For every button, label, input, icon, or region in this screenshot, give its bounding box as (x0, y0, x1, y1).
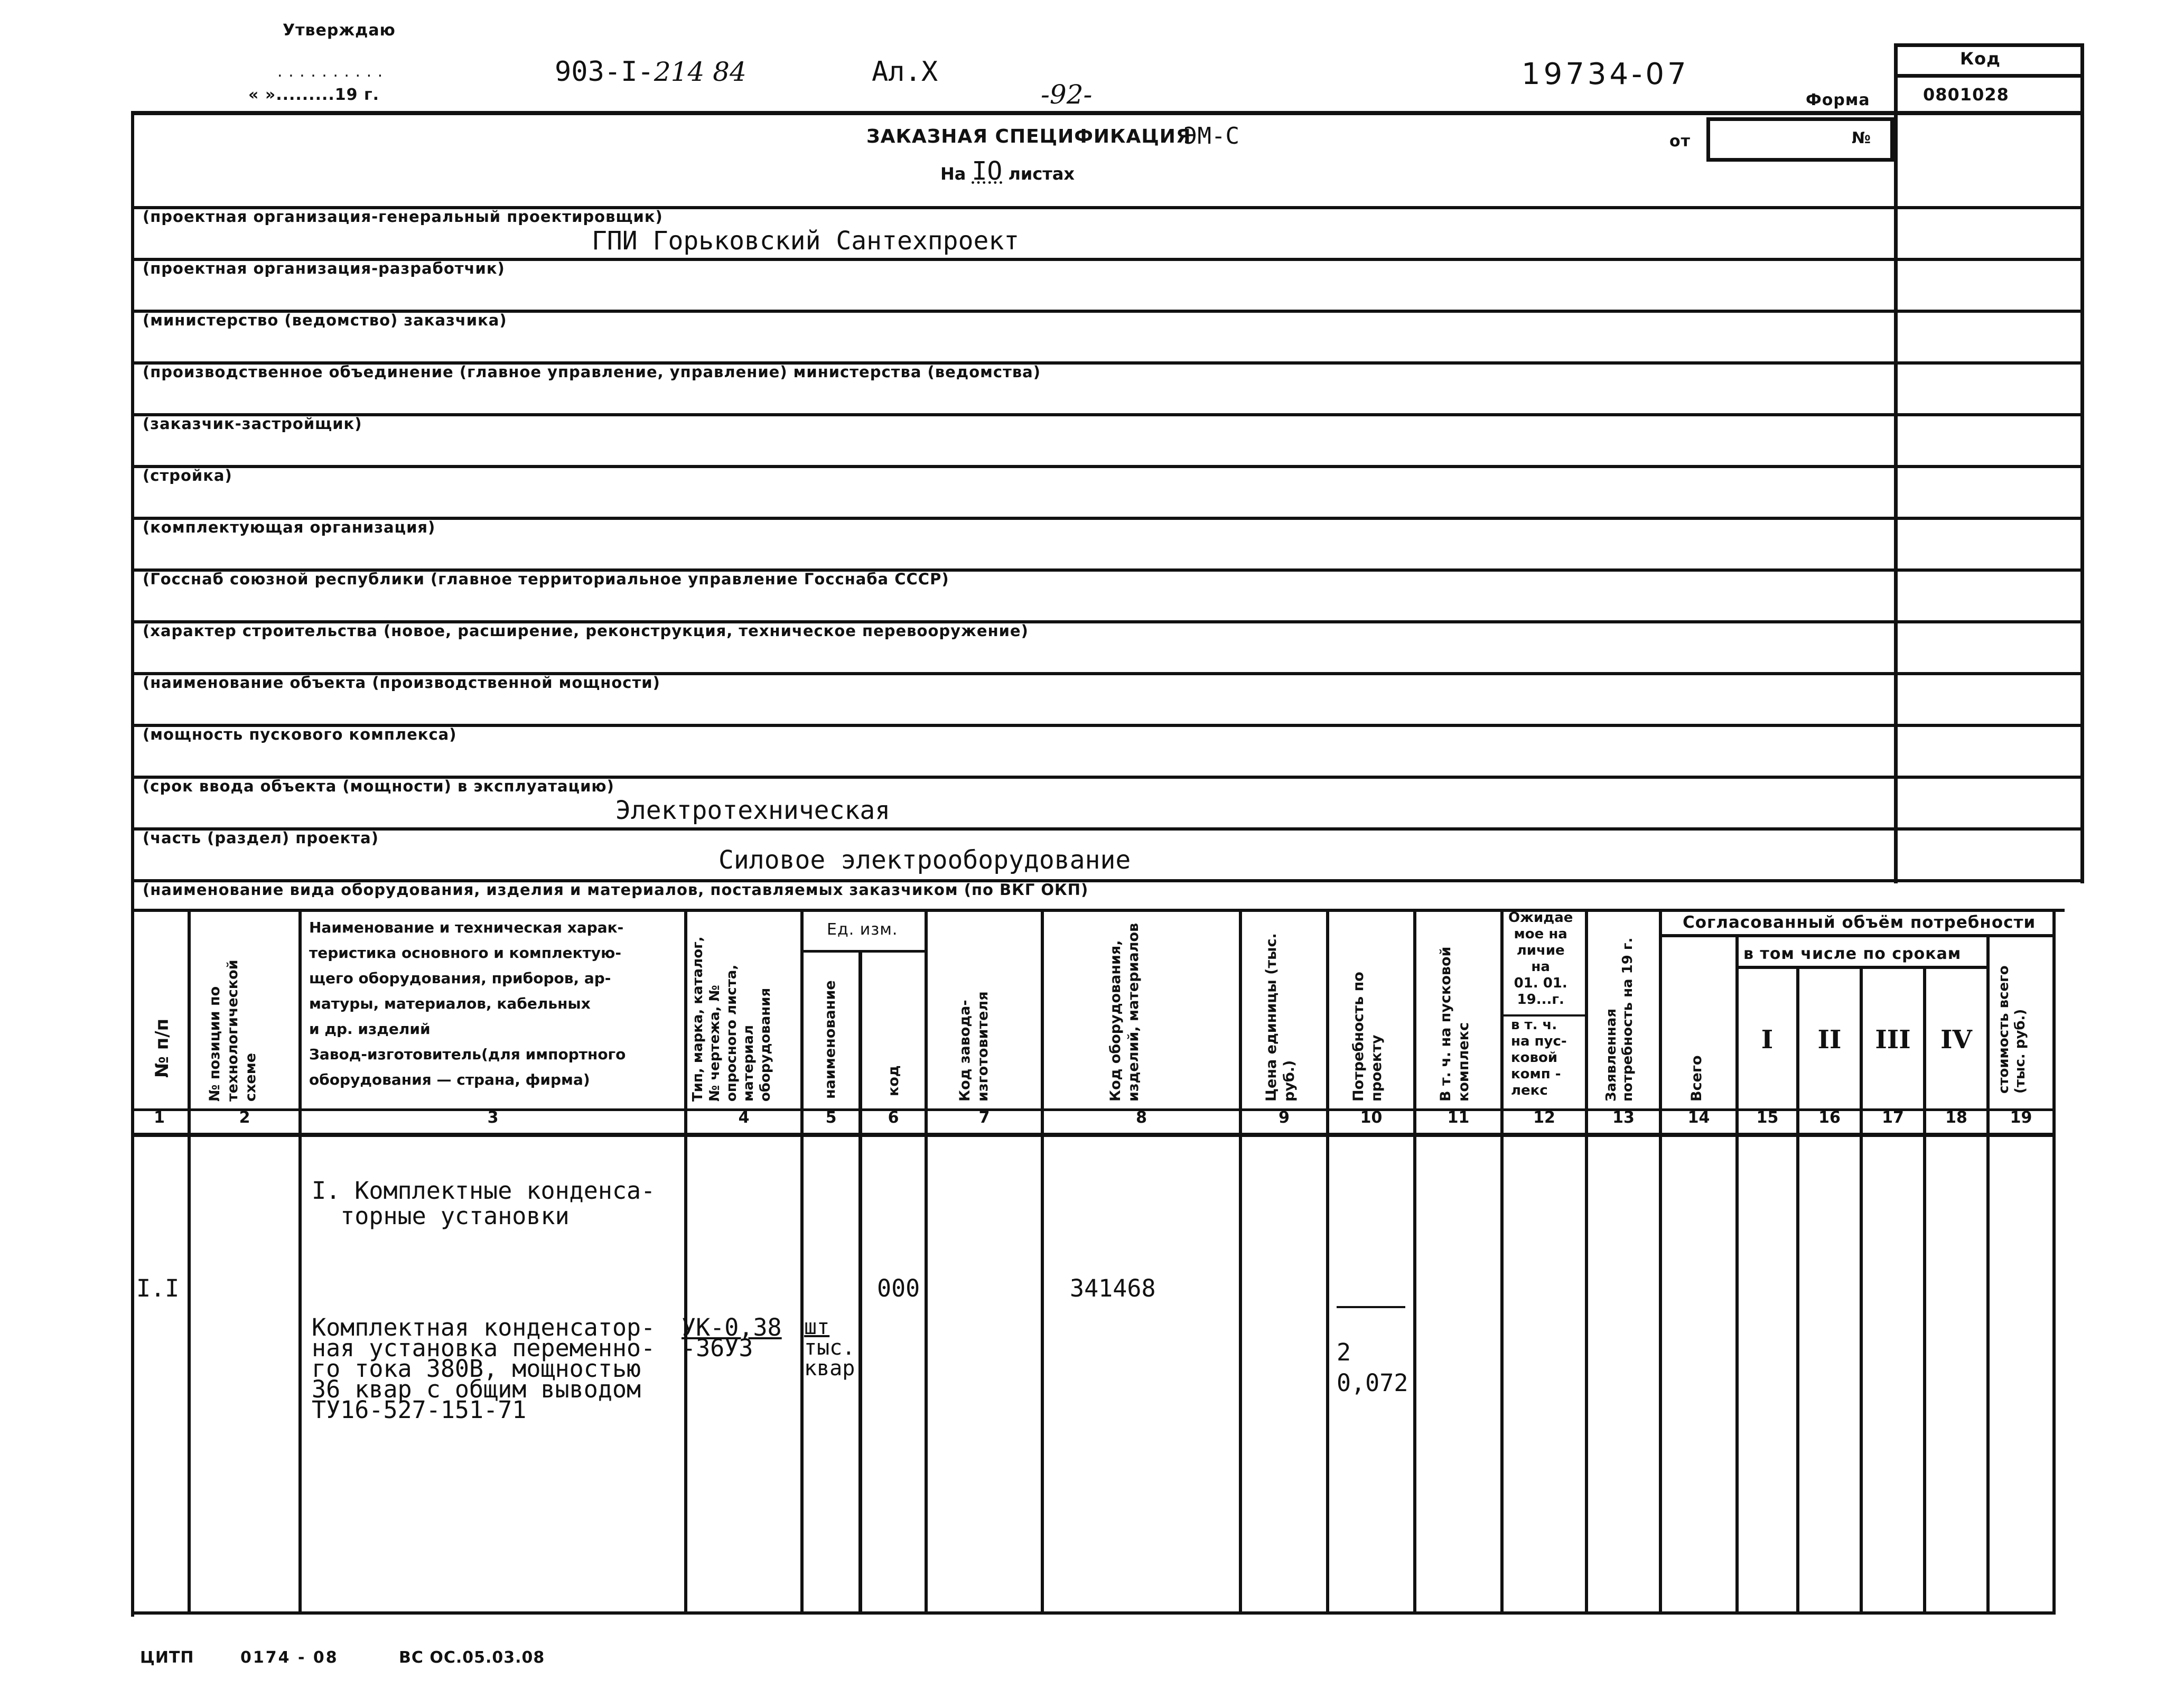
footer-code-1: 0174 - 08 (240, 1648, 339, 1667)
col-number-16: 16 (1818, 1108, 1841, 1127)
col-header-equipment-code: Код оборудования, изделий, материалов (1107, 922, 1142, 1102)
col-number-2: 2 (239, 1108, 250, 1127)
col-header-project-need: Потребность по проекту (1350, 972, 1385, 1102)
col-number-5: 5 (825, 1108, 837, 1127)
field-label-ministry: (министерство (ведомство) заказчика) (143, 311, 507, 329)
project-code: 903-I-214 84 (555, 56, 746, 88)
approval-date: « ».........19 г. (248, 86, 380, 104)
row-need-fraction-line (1337, 1306, 1405, 1308)
row-unit-name: шт тыс. квар (804, 1315, 855, 1381)
document-number: 19734-07 (1522, 57, 1690, 91)
approval-signature-line: . . . . . . . . . . (277, 62, 384, 81)
col-header-by-terms: в том числе по срокам (1743, 945, 1962, 963)
row-description: Комплектная конденсатор- ная установка переменно- го тока 380В, мощностью 36 квар с общим выводом ТУ16-527-151-71 (312, 1313, 656, 1424)
field-label-object-name: (наименование объекта (производственной мощности) (143, 674, 660, 692)
col-header-q4: IV (1940, 1025, 1972, 1055)
field-label-complex-capacity: (мощность пускового комплекса) (143, 725, 457, 743)
col-header-agreed-volume: Согласованный объём потребности (1683, 913, 2036, 932)
col-number-7: 7 (978, 1108, 990, 1127)
col-header-manufacturer-code: Код завода-изготовителя (957, 991, 991, 1102)
form-label: Форма (1806, 91, 1870, 109)
col-header-position: № позиции по технологической схеме (207, 959, 259, 1102)
col-number-19: 19 (2010, 1108, 2032, 1127)
col-header-type: Тип, марка, каталог, № чертежа, № опросного листа, материал оборудования (690, 936, 773, 1102)
field-label-construction-type: (характер строительства (новое, расширение, реконструкция, техническое перевооружение) (143, 622, 1029, 640)
form-code: 0801028 (1923, 85, 2009, 105)
col-number-15: 15 (1756, 1108, 1779, 1127)
field-label-gossnab: (Госснаб союзной республики (главное территориальное управление Госснаба СССР) (143, 570, 949, 588)
field-value-commissioning-date: Электротехническая (615, 796, 891, 825)
field-value-general-designer: ГПИ Горьковский Сантехпроект (592, 226, 1020, 256)
col-number-6: 6 (888, 1108, 899, 1127)
col-header-q3: III (1875, 1025, 1911, 1055)
approval-title: Утверждаю (283, 21, 396, 40)
col-header-q2: II (1817, 1025, 1842, 1055)
col-header-expected: Ожидае мое на личие на 01. 01. 19...г. (1508, 910, 1573, 1008)
col-number-18: 18 (1945, 1108, 1967, 1127)
col-header-unit-code: код (885, 1065, 902, 1096)
col-number-9: 9 (1278, 1108, 1290, 1127)
row-equipment-code: 341468 (1070, 1274, 1156, 1302)
sheets-count-line: На IO листах (940, 156, 1075, 186)
col-number-10: 10 (1360, 1108, 1383, 1127)
col-number-8: 8 (1136, 1108, 1147, 1127)
field-label-equipment-type: (наименование вида оборудования, изделия и материалов, поставляемых заказчиком (по ВКГ ОКП) (143, 881, 1089, 899)
col-header-unit: Ед. изм. (827, 920, 898, 939)
field-label-construction: (стройка) (143, 467, 232, 484)
footer-code-2: ВС ОС.05.03.08 (399, 1648, 545, 1667)
col-number-17: 17 (1882, 1108, 1904, 1127)
col-number-4: 4 (738, 1108, 750, 1127)
section-title: I. Комплектные конденса- торные установки (312, 1177, 656, 1230)
row-number: I.I (136, 1274, 180, 1302)
footer-org: ЦИТП (140, 1648, 194, 1667)
col-header-no: № п/п (152, 1018, 173, 1078)
col-header-unit-price: Цена единицы (тыс. руб.) (1263, 933, 1298, 1102)
col-header-total: Всего (1688, 1055, 1705, 1102)
col-number-11: 11 (1447, 1108, 1470, 1127)
col-header-description: Наименование и техническая харак- теристика основного и комплектую- щего оборудования, приборов, ар- матуры, материалов, кабельных и др. изделий Завод-изготовитель(для импортного оборудования — страна, фирма) (309, 919, 626, 1088)
col-header-launch-complex: В т. ч. на пусковой комплекс (1438, 946, 1472, 1102)
col-number-13: 13 (1612, 1108, 1635, 1127)
field-label-general-designer: (проектная организация-генеральный проектировщик) (143, 208, 663, 226)
field-label-commissioning-date: (срок ввода объекта (мощности) в эксплуатацию) (143, 777, 614, 795)
field-value-project-part: Силовое электрооборудование (718, 845, 1131, 875)
col-header-q1: I (1761, 1025, 1774, 1055)
col-header-total-cost: стоимость всего (тыс. руб.) (1996, 965, 2028, 1094)
row-need: 2 0,072 (1337, 1338, 1408, 1397)
row-type: УК-0,38 -36УЗ (682, 1313, 782, 1362)
number-label: № (1852, 129, 1872, 147)
field-label-project-part: (часть (раздел) проекта) (143, 829, 379, 847)
col-header-declared-need: Заявленная потребность на 19 г. (1603, 937, 1636, 1102)
code-header: Код (1960, 49, 2001, 69)
col-header-expected-launch: в т. ч. на пус- ковой комп - лекс (1511, 1017, 1567, 1098)
spec-title-suffix: ЭМ-С (1183, 123, 1239, 150)
sheets-count: IO (972, 156, 1003, 186)
spec-title: ЗАКАЗНАЯ СПЕЦИФИКАЦИЯ (866, 126, 1191, 147)
page-number: -92- (1041, 79, 1093, 110)
field-label-production-association: (производственное объединение (главное управление, управление) министерства (ведомства) (143, 363, 1041, 381)
row-unit-code: 000 (877, 1274, 920, 1302)
col-number-1: 1 (154, 1108, 165, 1127)
album-number: Ал.X (872, 56, 938, 88)
col-header-unit-name: наименование (822, 980, 838, 1099)
col-number-3: 3 (487, 1108, 499, 1127)
field-label-developer: (проектная организация-разработчик) (143, 259, 505, 277)
project-code-handwritten: 214 84 (654, 57, 746, 87)
field-label-supplier: (комплектующая организация) (143, 518, 436, 536)
field-label-customer: (заказчик-застройщик) (143, 415, 362, 433)
from-label: от (1669, 132, 1691, 151)
col-number-14: 14 (1687, 1108, 1710, 1127)
col-number-12: 12 (1533, 1108, 1555, 1127)
